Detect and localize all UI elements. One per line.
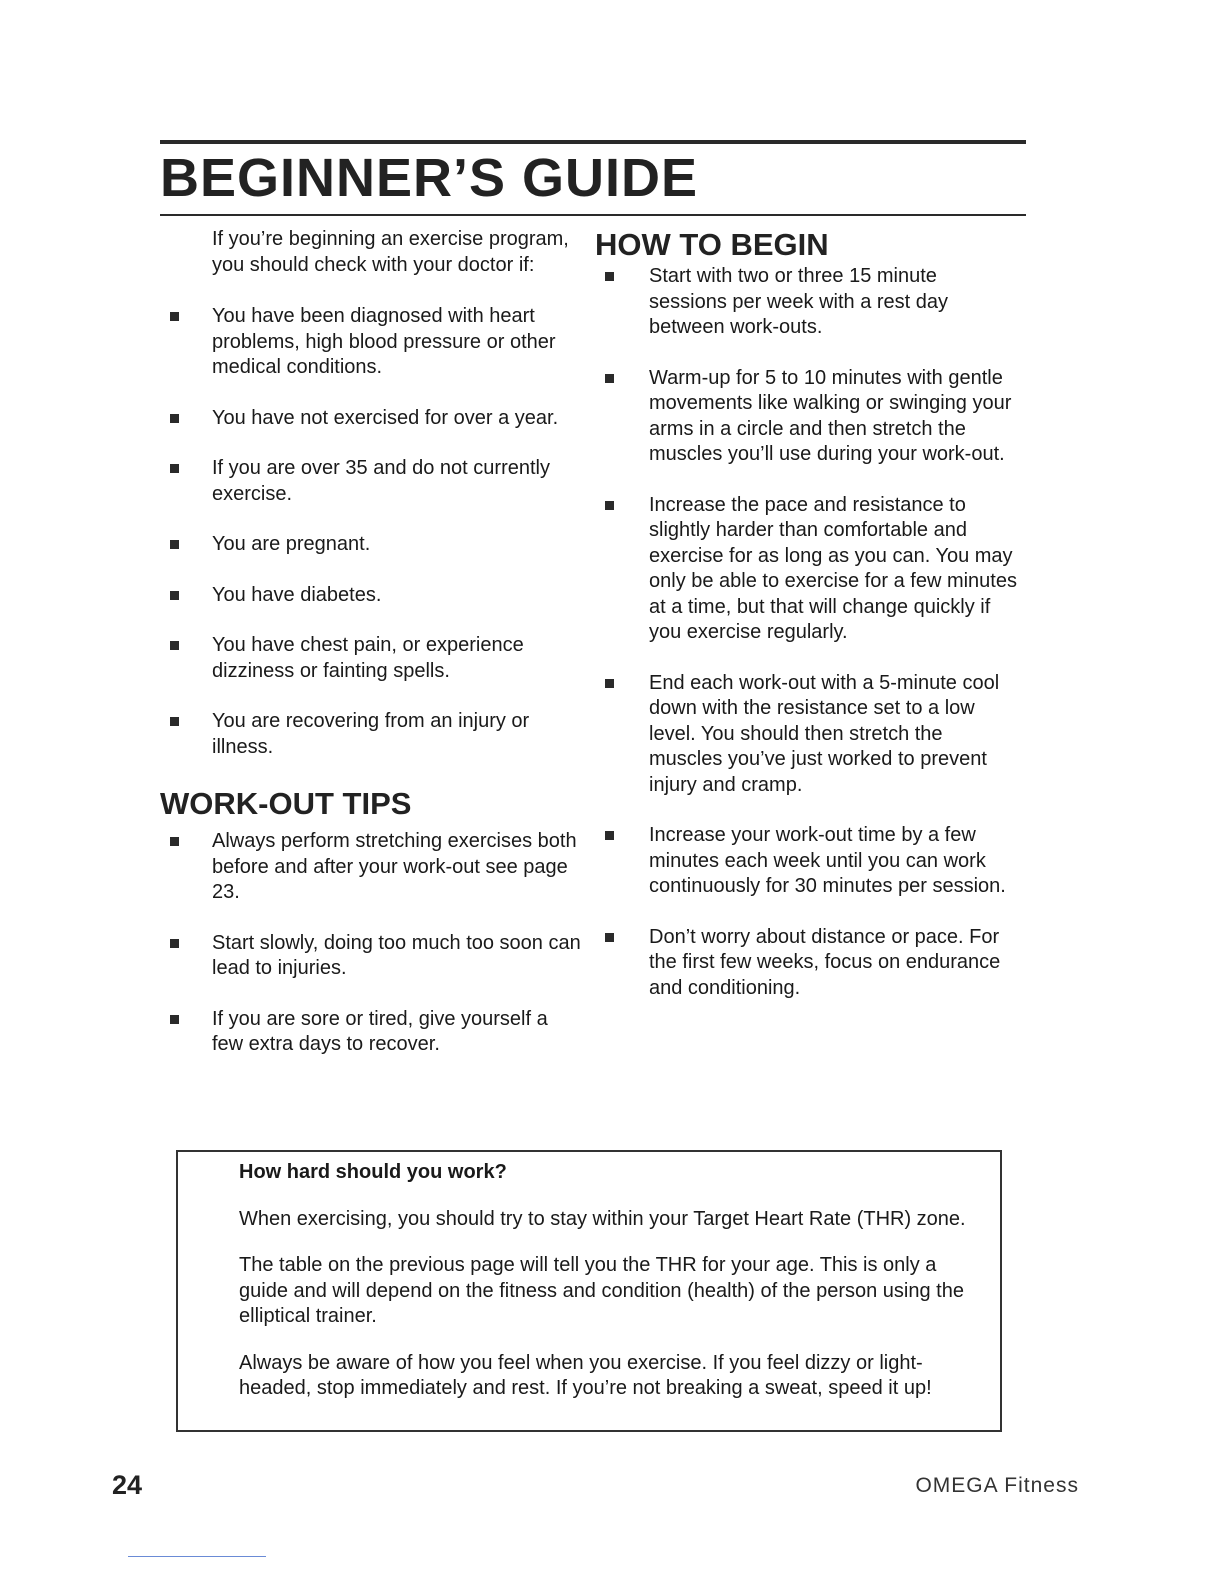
square-bullet-icon bbox=[170, 641, 179, 650]
list-item-text: If you are over 35 and do not currently exercise. bbox=[212, 457, 550, 505]
list-item-text: You have been diagnosed with heart problems, high blood pressure or other medical conditions. bbox=[212, 305, 556, 378]
how-to-begin-heading: HOW TO BEGIN bbox=[595, 227, 829, 262]
list-item bbox=[164, 709, 584, 760]
square-bullet-icon bbox=[170, 717, 179, 726]
square-bullet-icon bbox=[605, 831, 614, 840]
conditions-list bbox=[164, 304, 584, 760]
page-number: 24 bbox=[112, 1470, 143, 1500]
list-item bbox=[164, 304, 584, 381]
list-item bbox=[600, 925, 1020, 1002]
list-item bbox=[164, 829, 584, 906]
list-item bbox=[164, 1007, 584, 1058]
square-bullet-icon bbox=[170, 540, 179, 549]
list-item bbox=[600, 671, 1020, 799]
list-item-text: You have diabetes. bbox=[212, 583, 382, 606]
right-column bbox=[595, 226, 1020, 1026]
tipbox-paragraph: When exercising, you should try to stay within your Target Heart Rate (THR) zone. bbox=[239, 1207, 966, 1230]
list-item bbox=[164, 532, 584, 558]
list-item-text: You have chest pain, or experience dizziness or fainting spells. bbox=[212, 634, 524, 682]
list-item bbox=[164, 583, 584, 609]
title-rule bbox=[160, 214, 1026, 216]
list-item-text: You have not exercised for over a year. bbox=[212, 406, 559, 429]
list-item bbox=[164, 931, 584, 982]
list-item-text: Start slowly, doing too much too soon can lead to injuries. bbox=[212, 931, 581, 979]
list-item-text: Warm-up for 5 to 10 minutes with gentle movements like walking or swinging your arms in a circle and then stretch the muscles you’ll use during your work-out. bbox=[649, 366, 1012, 465]
square-bullet-icon bbox=[605, 501, 614, 510]
square-bullet-icon bbox=[170, 414, 179, 423]
list-item bbox=[164, 406, 584, 432]
list-item-text: Increase your work-out time by a few minutes each week until you can work continuously for 30 minutes per session. bbox=[649, 824, 1006, 897]
list-item bbox=[164, 633, 584, 684]
square-bullet-icon bbox=[170, 1015, 179, 1024]
list-item bbox=[600, 264, 1020, 341]
square-bullet-icon bbox=[170, 591, 179, 600]
list-item-text: Start with two or three 15 minute sessions per week with a rest day between work-outs. bbox=[649, 265, 949, 338]
list-item-text: Always perform stretching exercises both before and after your work-out see page 23. bbox=[212, 830, 577, 903]
square-bullet-icon bbox=[170, 464, 179, 473]
square-bullet-icon bbox=[170, 939, 179, 948]
tipbox-paragraph: Always be aware of how you feel when you exercise. If you feel dizzy or light-headed, stop immediately and rest. If you’re not breaking a sweat, speed it up! bbox=[239, 1351, 932, 1399]
list-item-text: End each work-out with a 5-minute cool down with the resistance set to a low level. You should then stretch the muscles you’ve just worked to prevent injury and cramp. bbox=[649, 671, 1000, 796]
square-bullet-icon bbox=[605, 272, 614, 281]
list-item-text: Don’t worry about distance or pace. For the first few weeks, focus on endurance and conditioning. bbox=[649, 925, 1001, 999]
list-item-text: You are recovering from an injury or illness. bbox=[212, 710, 530, 758]
intro-text: If you’re beginning an exercise program, you should check with your doctor if: bbox=[212, 228, 569, 276]
square-bullet-icon bbox=[605, 679, 614, 688]
list-item-text: Increase the pace and resistance to slightly harder than comfortable and exercise for as long as you can. You may only be able to exercise for a few minutes at a time, but that will change quickly if you exercise regularly. bbox=[649, 493, 1017, 643]
list-item bbox=[164, 456, 584, 507]
list-item-text: If you are sore or tired, give yourself a few extra days to recover. bbox=[212, 1007, 548, 1055]
list-item bbox=[600, 366, 1020, 468]
tipbox-paragraph: The table on the previous page will tell you the THR for your age. This is only a guide and will depend on the fitness and condition (health) of the person using the elliptical trainer. bbox=[239, 1254, 964, 1327]
brand-footer: OMEGA Fitness bbox=[915, 1474, 1079, 1497]
list-item-text: You are pregnant. bbox=[212, 533, 371, 555]
list-item bbox=[600, 823, 1020, 900]
square-bullet-icon bbox=[605, 933, 614, 942]
workout-tips-heading: WORK-OUT TIPS bbox=[160, 786, 412, 821]
square-bullet-icon bbox=[170, 312, 179, 321]
work-intensity-box bbox=[176, 1150, 1002, 1432]
list-item bbox=[600, 493, 1020, 646]
tipbox-title: How hard should you work? bbox=[239, 1161, 507, 1183]
left-column bbox=[160, 227, 584, 1083]
how-to-begin-list bbox=[600, 264, 1020, 1001]
workout-tips-list bbox=[164, 829, 584, 1058]
square-bullet-icon bbox=[605, 374, 614, 383]
page-title: BEGINNER’S GUIDE bbox=[160, 148, 699, 208]
footer-link-underline bbox=[128, 1556, 266, 1557]
square-bullet-icon bbox=[170, 837, 179, 846]
